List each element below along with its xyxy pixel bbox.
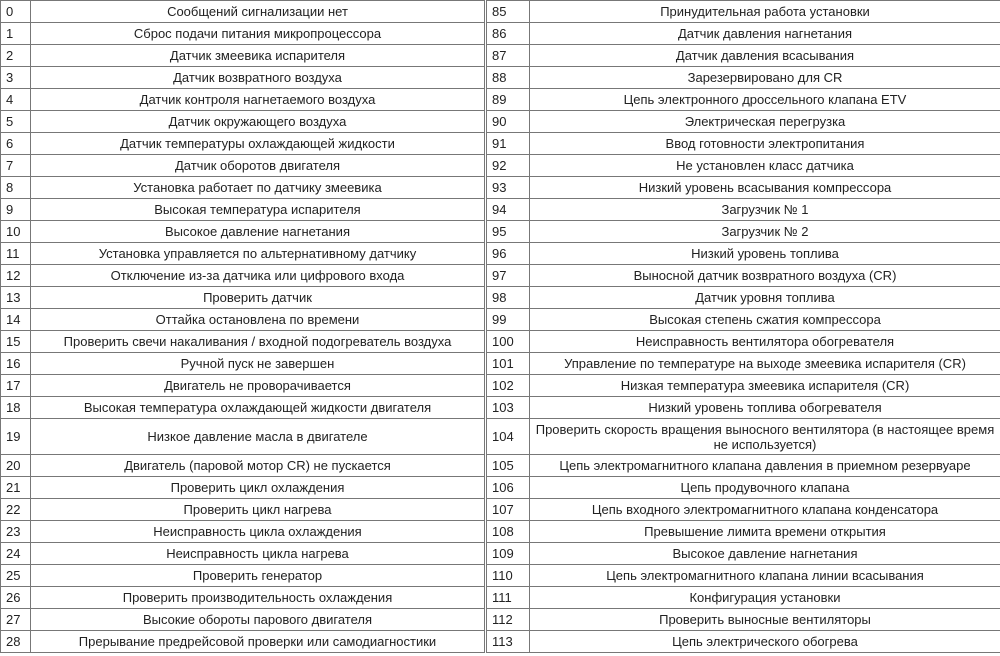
right-description-cell: Датчик давления нагнетания: [530, 23, 1000, 45]
left-description-cell: Проверить генератор: [31, 565, 486, 587]
left-code-cell: 7: [1, 155, 31, 177]
table-row: [1, 199, 1000, 221]
table-row: [1, 331, 1000, 353]
right-code-cell: 90: [486, 111, 530, 133]
left-code-cell: 27: [1, 609, 31, 631]
left-description-cell: Высокие обороты парового двигателя: [31, 609, 486, 631]
table-row: [1, 45, 1000, 67]
left-code-cell: 2: [1, 45, 31, 67]
table-row: [1, 353, 1000, 375]
right-code-cell: 92: [486, 155, 530, 177]
left-code-cell: 23: [1, 521, 31, 543]
right-description-cell: Цепь входного электромагнитного клапана конденсатора: [530, 499, 1000, 521]
table-row: [1, 477, 1000, 499]
left-code-cell: 3: [1, 67, 31, 89]
right-description-cell: Электрическая перегрузка: [530, 111, 1000, 133]
table-row: [1, 419, 1000, 455]
left-code-cell: 4: [1, 89, 31, 111]
left-description-cell: Неисправность цикла охлаждения: [31, 521, 486, 543]
left-description-cell: Проверить цикл охлаждения: [31, 477, 486, 499]
left-description-cell: Двигатель не проворачивается: [31, 375, 486, 397]
right-code-cell: 99: [486, 309, 530, 331]
left-description-cell: Установка управляется по альтернативному датчику: [31, 243, 486, 265]
table-row: [1, 155, 1000, 177]
table-row: [1, 243, 1000, 265]
right-description-cell: Низкая температура змеевика испарителя (CR): [530, 375, 1000, 397]
right-description-cell: Низкий уровень топлива обогревателя: [530, 397, 1000, 419]
right-code-cell: 85: [486, 1, 530, 23]
right-description-cell: Цепь электромагнитного клапана линии всасывания: [530, 565, 1000, 587]
table-row: [1, 609, 1000, 631]
left-code-cell: 15: [1, 331, 31, 353]
right-description-cell: Датчик уровня топлива: [530, 287, 1000, 309]
table-row: [1, 565, 1000, 587]
left-code-cell: 16: [1, 353, 31, 375]
right-description-cell: Цепь электрического обогрева: [530, 631, 1000, 653]
right-code-cell: 100: [486, 331, 530, 353]
left-description-cell: Прерывание предрейсовой проверки или самодиагностики: [31, 631, 486, 653]
left-description-cell: Датчик змеевика испарителя: [31, 45, 486, 67]
right-description-cell: Низкий уровень топлива: [530, 243, 1000, 265]
right-description-cell: Загрузчик № 2: [530, 221, 1000, 243]
right-code-cell: 94: [486, 199, 530, 221]
left-description-cell: Проверить датчик: [31, 287, 486, 309]
left-code-cell: 0: [1, 1, 31, 23]
left-code-cell: 20: [1, 455, 31, 477]
left-code-cell: 6: [1, 133, 31, 155]
table-row: [1, 265, 1000, 287]
right-code-cell: 107: [486, 499, 530, 521]
right-code-cell: 108: [486, 521, 530, 543]
right-code-cell: 95: [486, 221, 530, 243]
table-row: [1, 177, 1000, 199]
right-description-cell: Высокая степень сжатия компрессора: [530, 309, 1000, 331]
right-description-cell: Управление по температуре на выходе змеевика испарителя (CR): [530, 353, 1000, 375]
right-code-cell: 96: [486, 243, 530, 265]
left-code-cell: 28: [1, 631, 31, 653]
left-code-cell: 19: [1, 419, 31, 455]
left-description-cell: Отключение из-за датчика или цифрового входа: [31, 265, 486, 287]
left-description-cell: Низкое давление масла в двигателе: [31, 419, 486, 455]
right-code-cell: 91: [486, 133, 530, 155]
right-description-cell: Принудительная работа установки: [530, 1, 1000, 23]
right-code-cell: 113: [486, 631, 530, 653]
left-code-cell: 26: [1, 587, 31, 609]
right-code-cell: 101: [486, 353, 530, 375]
left-code-cell: 14: [1, 309, 31, 331]
right-code-cell: 87: [486, 45, 530, 67]
left-description-cell: Датчик окружающего воздуха: [31, 111, 486, 133]
right-code-cell: 88: [486, 67, 530, 89]
right-description-cell: Превышение лимита времени открытия: [530, 521, 1000, 543]
right-code-cell: 106: [486, 477, 530, 499]
right-description-cell: Проверить скорость вращения выносного вентилятора (в настоящее время не используется): [530, 419, 1000, 455]
right-code-cell: 103: [486, 397, 530, 419]
left-code-cell: 25: [1, 565, 31, 587]
right-code-cell: 110: [486, 565, 530, 587]
right-code-cell: 112: [486, 609, 530, 631]
left-code-cell: 13: [1, 287, 31, 309]
right-description-cell: Цепь продувочного клапана: [530, 477, 1000, 499]
table-row: [1, 631, 1000, 653]
table-row: [1, 375, 1000, 397]
right-description-cell: Датчик давления всасывания: [530, 45, 1000, 67]
table-row: [1, 287, 1000, 309]
left-description-cell: Ручной пуск не завершен: [31, 353, 486, 375]
left-description-cell: Сообщений сигнализации нет: [31, 1, 486, 23]
right-code-cell: 105: [486, 455, 530, 477]
left-description-cell: Проверить цикл нагрева: [31, 499, 486, 521]
right-description-cell: Выносной датчик возвратного воздуха (CR): [530, 265, 1000, 287]
left-description-cell: Проверить производительность охлаждения: [31, 587, 486, 609]
left-code-cell: 17: [1, 375, 31, 397]
left-description-cell: Двигатель (паровой мотор CR) не пускается: [31, 455, 486, 477]
table-row: [1, 221, 1000, 243]
left-code-cell: 8: [1, 177, 31, 199]
table-row: [1, 111, 1000, 133]
right-description-cell: Низкий уровень всасывания компрессора: [530, 177, 1000, 199]
table-row: [1, 67, 1000, 89]
left-description-cell: Сброс подачи питания микропроцессора: [31, 23, 486, 45]
left-code-cell: 22: [1, 499, 31, 521]
table-row: [1, 309, 1000, 331]
right-code-cell: 97: [486, 265, 530, 287]
left-description-cell: Высокая температура охлаждающей жидкости двигателя: [31, 397, 486, 419]
table-row: [1, 397, 1000, 419]
table-row: [1, 521, 1000, 543]
right-code-cell: 93: [486, 177, 530, 199]
right-description-cell: Зарезервировано для CR: [530, 67, 1000, 89]
left-description-cell: Проверить свечи накаливания / входной подогреватель воздуха: [31, 331, 486, 353]
right-description-cell: Ввод готовности электропитания: [530, 133, 1000, 155]
left-description-cell: Датчик возвратного воздуха: [31, 67, 486, 89]
table-row: [1, 499, 1000, 521]
left-code-cell: 10: [1, 221, 31, 243]
right-code-cell: 104: [486, 419, 530, 455]
right-description-cell: Проверить выносные вентиляторы: [530, 609, 1000, 631]
left-code-cell: 21: [1, 477, 31, 499]
table-row: [1, 89, 1000, 111]
right-code-cell: 98: [486, 287, 530, 309]
table-row: [1, 543, 1000, 565]
right-description-cell: Не установлен класс датчика: [530, 155, 1000, 177]
right-code-cell: 86: [486, 23, 530, 45]
right-description-cell: Неисправность вентилятора обогревателя: [530, 331, 1000, 353]
left-description-cell: Датчик контроля нагнетаемого воздуха: [31, 89, 486, 111]
left-description-cell: Неисправность цикла нагрева: [31, 543, 486, 565]
left-code-cell: 24: [1, 543, 31, 565]
left-description-cell: Датчик оборотов двигателя: [31, 155, 486, 177]
table-row: [1, 455, 1000, 477]
right-code-cell: 89: [486, 89, 530, 111]
table-row: [1, 587, 1000, 609]
right-code-cell: 111: [486, 587, 530, 609]
left-description-cell: Высокая температура испарителя: [31, 199, 486, 221]
left-code-cell: 12: [1, 265, 31, 287]
left-code-cell: 1: [1, 23, 31, 45]
right-code-cell: 109: [486, 543, 530, 565]
left-code-cell: 5: [1, 111, 31, 133]
left-code-cell: 11: [1, 243, 31, 265]
table-row: [1, 1, 1000, 23]
right-description-cell: Конфигурация установки: [530, 587, 1000, 609]
left-description-cell: Оттайка остановлена по времени: [31, 309, 486, 331]
right-description-cell: Загрузчик № 1: [530, 199, 1000, 221]
table-row: [1, 23, 1000, 45]
left-description-cell: Установка работает по датчику змеевика: [31, 177, 486, 199]
left-description-cell: Датчик температуры охлаждающей жидкости: [31, 133, 486, 155]
left-code-cell: 9: [1, 199, 31, 221]
right-code-cell: 102: [486, 375, 530, 397]
right-description-cell: Цепь электромагнитного клапана давления в приемном резервуаре: [530, 455, 1000, 477]
table-row: [1, 133, 1000, 155]
left-description-cell: Высокое давление нагнетания: [31, 221, 486, 243]
right-description-cell: Цепь электронного дроссельного клапана ETV: [530, 89, 1000, 111]
alarm-code-rows: [1, 1, 1000, 653]
right-description-cell: Высокое давление нагнетания: [530, 543, 1000, 565]
left-code-cell: 18: [1, 397, 31, 419]
